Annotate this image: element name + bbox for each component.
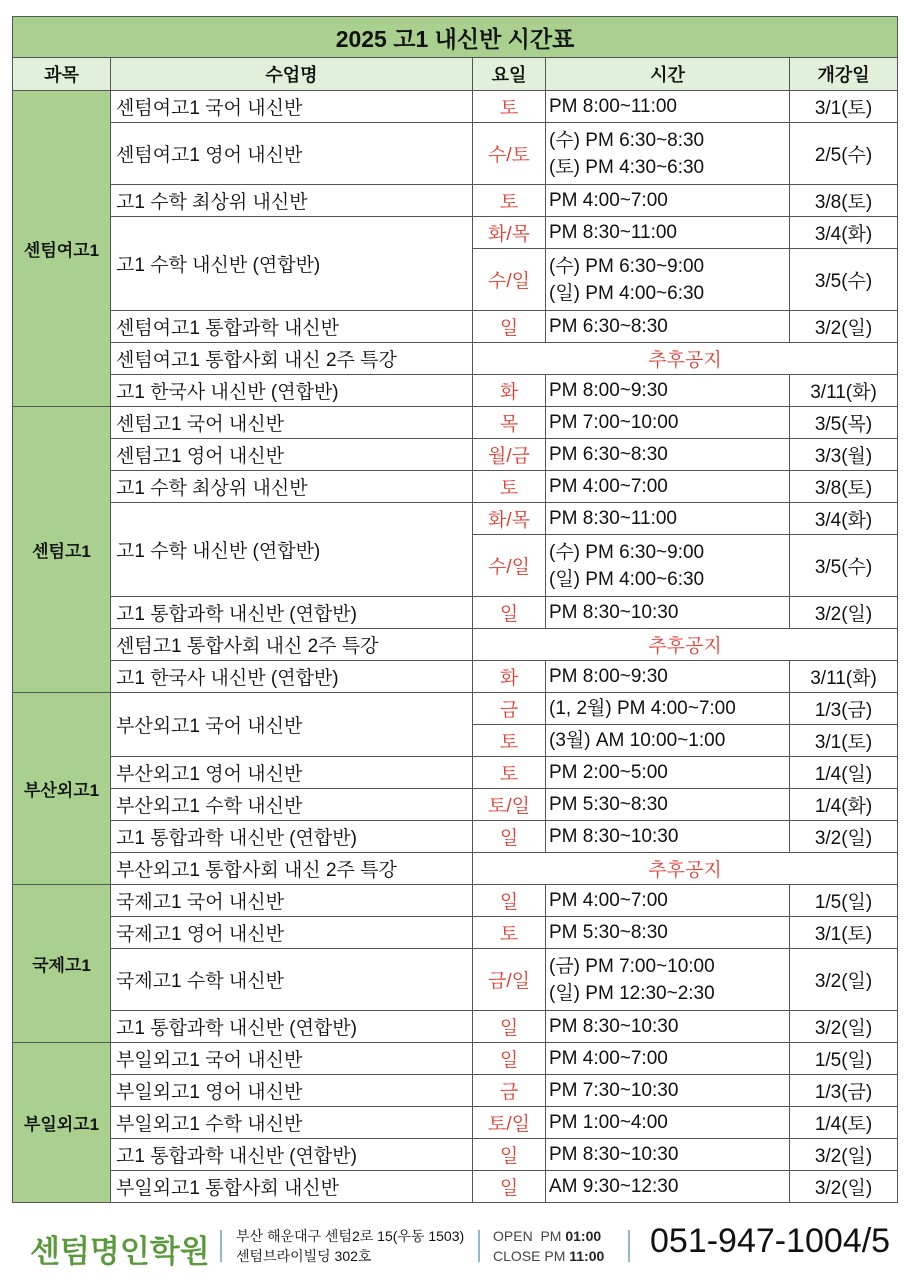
time-line: (일) PM 4:00~6:30 — [549, 282, 705, 304]
time-line: PM 4:00~7:00 — [549, 890, 668, 911]
class-time — [546, 789, 790, 821]
class-name: 국제고1 국어 내신반 — [111, 885, 473, 917]
time-line: (1, 2월) PM 4:00~7:00 — [549, 698, 736, 719]
divider — [628, 1230, 630, 1262]
time-line: (일) PM 12:30~2:30 — [549, 982, 715, 1004]
class-time — [546, 693, 790, 725]
class-day: 일 — [473, 885, 546, 917]
school-cell: 부산외고1 — [13, 693, 111, 885]
table-row — [13, 343, 898, 375]
table-row — [13, 311, 898, 343]
table-row — [13, 757, 898, 789]
class-name: 센텀고1 통합사회 내신 2주 특강 — [111, 629, 473, 661]
time-line: PM 2:00~5:00 — [549, 762, 668, 783]
time-line: PM 8:30~11:00 — [549, 222, 677, 243]
time-line: PM 8:00~11:00 — [549, 96, 677, 117]
class-time — [546, 725, 790, 757]
footer — [0, 1216, 905, 1276]
time-line: AM 9:30~12:30 — [549, 1176, 679, 1197]
class-name: 고1 통합과학 내신반 (연합반) — [111, 1139, 473, 1171]
class-day: 수/일 — [473, 249, 546, 311]
class-start-date: 3/4(화) — [790, 217, 898, 249]
header-start-date: 개강일 — [790, 58, 898, 91]
table-row — [13, 1171, 898, 1203]
time-line: (수) PM 6:30~9:00 — [549, 255, 705, 277]
class-time — [546, 661, 790, 693]
class-name: 고1 한국사 내신반 (연합반) — [111, 661, 473, 693]
table-row — [13, 375, 898, 407]
open-label: OPEN PM — [493, 1228, 562, 1244]
class-name: 부일외고1 통합사회 내신반 — [111, 1171, 473, 1203]
class-name: 고1 한국사 내신반 (연합반) — [111, 375, 473, 407]
class-name: 센텀여고1 통합과학 내신반 — [111, 311, 473, 343]
table-row — [13, 407, 898, 439]
header-day: 요일 — [473, 58, 546, 91]
class-start-date: 3/2(일) — [790, 949, 898, 1011]
class-day: 화/목 — [473, 217, 546, 249]
class-day: 토 — [473, 185, 546, 217]
class-time — [546, 1011, 790, 1043]
time-line: PM 8:30~11:00 — [549, 508, 677, 529]
notice-tbd: 추후공지 — [473, 853, 898, 885]
class-day: 금 — [473, 1075, 546, 1107]
table-row — [13, 821, 898, 853]
class-name: 부산외고1 통합사회 내신 2주 특강 — [111, 853, 473, 885]
class-time — [546, 471, 790, 503]
class-start-date: 3/4(화) — [790, 503, 898, 535]
table-row — [13, 1075, 898, 1107]
divider — [220, 1230, 222, 1262]
class-time — [546, 217, 790, 249]
class-day: 토 — [473, 917, 546, 949]
class-start-date: 3/5(목) — [790, 407, 898, 439]
class-day: 화 — [473, 661, 546, 693]
close-label: CLOSE PM — [493, 1248, 566, 1264]
class-name: 고1 수학 최상위 내신반 — [111, 185, 473, 217]
time-line: PM 8:30~10:30 — [549, 826, 679, 847]
table-row — [13, 1107, 898, 1139]
time-line: PM 5:30~8:30 — [549, 794, 668, 815]
page-title: 2025 고1 내신반 시간표 — [13, 17, 898, 58]
class-name: 센텀여고1 영어 내신반 — [111, 123, 473, 185]
class-name: 고1 수학 내신반 (연합반) — [111, 217, 473, 311]
open-time: 01:00 — [565, 1228, 602, 1244]
table-row — [13, 91, 898, 123]
class-time — [546, 597, 790, 629]
table-row — [13, 471, 898, 503]
class-day: 토/일 — [473, 789, 546, 821]
class-name: 고1 통합과학 내신반 (연합반) — [111, 821, 473, 853]
class-name: 부산외고1 영어 내신반 — [111, 757, 473, 789]
table-row — [13, 503, 898, 535]
class-day: 화 — [473, 375, 546, 407]
time-line: (3월) AM 10:00~1:00 — [549, 730, 726, 751]
time-line: PM 8:00~9:30 — [549, 666, 668, 687]
class-name: 부산외고1 국어 내신반 — [111, 693, 473, 757]
class-time — [546, 503, 790, 535]
class-day: 토 — [473, 471, 546, 503]
class-time — [546, 1171, 790, 1203]
time-line: PM 5:30~8:30 — [549, 922, 668, 943]
class-start-date: 3/11(화) — [790, 661, 898, 693]
class-start-date: 1/5(일) — [790, 1043, 898, 1075]
time-line: PM 7:00~10:00 — [549, 412, 679, 433]
table-row — [13, 949, 898, 1011]
class-day: 일 — [473, 821, 546, 853]
time-line: (토) PM 4:30~6:30 — [549, 156, 705, 178]
class-name: 국제고1 영어 내신반 — [111, 917, 473, 949]
time-line: PM 8:00~9:30 — [549, 380, 668, 401]
class-day: 토 — [473, 725, 546, 757]
table-row — [13, 917, 898, 949]
class-start-date: 1/5(일) — [790, 885, 898, 917]
class-time — [546, 1043, 790, 1075]
class-day: 일 — [473, 1011, 546, 1043]
address — [236, 1226, 464, 1266]
divider — [478, 1230, 480, 1262]
school-cell: 센텀여고1 — [13, 91, 111, 407]
time-line: (수) PM 6:30~8:30 — [549, 129, 705, 151]
class-day: 일 — [473, 1171, 546, 1203]
time-line: PM 6:30~8:30 — [549, 444, 668, 465]
class-name: 고1 수학 최상위 내신반 — [111, 471, 473, 503]
address-line: 부산 해운대구 센텀2로 15(우동 1503) — [236, 1228, 465, 1244]
class-day: 수/일 — [473, 535, 546, 597]
table-row — [13, 123, 898, 185]
phone-number: 051-947-1004/5 — [650, 1222, 891, 1260]
class-time — [546, 949, 790, 1011]
notice-tbd: 추후공지 — [473, 343, 898, 375]
class-time — [546, 91, 790, 123]
class-name: 센텀여고1 통합사회 내신 2주 특강 — [111, 343, 473, 375]
time-line: (수) PM 6:30~9:00 — [549, 541, 705, 563]
opening-hours — [493, 1226, 604, 1266]
class-time — [546, 917, 790, 949]
class-time — [546, 535, 790, 597]
class-time — [546, 885, 790, 917]
table-row — [13, 1139, 898, 1171]
header-time: 시간 — [546, 58, 790, 91]
table-row — [13, 217, 898, 249]
class-start-date: 3/1(토) — [790, 91, 898, 123]
time-line: PM 4:00~7:00 — [549, 1048, 668, 1069]
class-day: 금/일 — [473, 949, 546, 1011]
class-day: 일 — [473, 1139, 546, 1171]
school-cell: 국제고1 — [13, 885, 111, 1043]
class-name: 부일외고1 영어 내신반 — [111, 1075, 473, 1107]
table-row — [13, 439, 898, 471]
class-time — [546, 757, 790, 789]
class-name: 부일외고1 국어 내신반 — [111, 1043, 473, 1075]
close-time: 11:00 — [569, 1248, 605, 1264]
class-time — [546, 249, 790, 311]
class-start-date: 3/8(토) — [790, 471, 898, 503]
time-line: (금) PM 7:00~10:00 — [549, 955, 715, 977]
class-start-date: 3/11(화) — [790, 375, 898, 407]
table-row — [13, 853, 898, 885]
class-day: 목 — [473, 407, 546, 439]
class-time — [546, 123, 790, 185]
table-row — [13, 629, 898, 661]
class-start-date: 3/5(수) — [790, 535, 898, 597]
class-name: 고1 수학 내신반 (연합반) — [111, 503, 473, 597]
school-cell: 부일외고1 — [13, 1043, 111, 1203]
class-name: 센텀고1 영어 내신반 — [111, 439, 473, 471]
class-time — [546, 1075, 790, 1107]
time-line: PM 7:30~10:30 — [549, 1080, 679, 1101]
address-line: 센텀브라이빌딩 302호 — [236, 1248, 372, 1264]
time-line: PM 1:00~4:00 — [549, 1112, 668, 1133]
school-cell: 센텀고1 — [13, 407, 111, 693]
table-row — [13, 597, 898, 629]
class-name: 부일외고1 수학 내신반 — [111, 1107, 473, 1139]
class-name: 센텀여고1 국어 내신반 — [111, 91, 473, 123]
class-day: 수/토 — [473, 123, 546, 185]
academy-logo: 센텀명인학원 — [30, 1234, 210, 1269]
class-start-date: 3/2(일) — [790, 1171, 898, 1203]
class-start-date: 3/2(일) — [790, 1011, 898, 1043]
class-time — [546, 1107, 790, 1139]
class-day: 토 — [473, 91, 546, 123]
table-row — [13, 693, 898, 725]
table-row — [13, 1011, 898, 1043]
time-line: PM 4:00~7:00 — [549, 476, 668, 497]
class-start-date: 1/3(금) — [790, 693, 898, 725]
header-class-name: 수업명 — [111, 58, 473, 91]
class-start-date: 1/4(화) — [790, 789, 898, 821]
class-time — [546, 821, 790, 853]
class-time — [546, 185, 790, 217]
table-row — [13, 661, 898, 693]
class-day: 일 — [473, 311, 546, 343]
header-subject: 과목 — [13, 58, 111, 91]
class-name: 고1 통합과학 내신반 (연합반) — [111, 597, 473, 629]
class-name: 국제고1 수학 내신반 — [111, 949, 473, 1011]
class-start-date: 3/3(월) — [790, 439, 898, 471]
class-start-date: 3/1(토) — [790, 917, 898, 949]
class-start-date: 1/4(토) — [790, 1107, 898, 1139]
class-day: 일 — [473, 597, 546, 629]
timetable — [12, 16, 898, 1203]
time-line: PM 6:30~8:30 — [549, 316, 668, 337]
time-line: (일) PM 4:00~6:30 — [549, 568, 705, 590]
time-line: PM 8:30~10:30 — [549, 1144, 679, 1165]
class-start-date: 2/5(수) — [790, 123, 898, 185]
class-time — [546, 375, 790, 407]
class-start-date: 1/3(금) — [790, 1075, 898, 1107]
class-start-date: 3/2(일) — [790, 821, 898, 853]
class-day: 금 — [473, 693, 546, 725]
table-row — [13, 789, 898, 821]
class-start-date: 3/2(일) — [790, 311, 898, 343]
class-day: 월/금 — [473, 439, 546, 471]
class-day: 일 — [473, 1043, 546, 1075]
time-line: PM 8:30~10:30 — [549, 1016, 679, 1037]
class-name: 부산외고1 수학 내신반 — [111, 789, 473, 821]
time-line: PM 8:30~10:30 — [549, 602, 679, 623]
table-row — [13, 885, 898, 917]
class-time — [546, 407, 790, 439]
class-day: 토/일 — [473, 1107, 546, 1139]
class-time — [546, 439, 790, 471]
class-time — [546, 1139, 790, 1171]
class-start-date: 1/4(일) — [790, 757, 898, 789]
class-start-date: 3/8(토) — [790, 185, 898, 217]
class-start-date: 3/5(수) — [790, 249, 898, 311]
notice-tbd: 추후공지 — [473, 629, 898, 661]
class-start-date: 3/1(토) — [790, 725, 898, 757]
class-start-date: 3/2(일) — [790, 1139, 898, 1171]
class-time — [546, 311, 790, 343]
class-name: 고1 통합과학 내신반 (연합반) — [111, 1011, 473, 1043]
table-row — [13, 185, 898, 217]
time-line: PM 4:00~7:00 — [549, 190, 668, 211]
class-start-date: 3/2(일) — [790, 597, 898, 629]
class-name: 센텀고1 국어 내신반 — [111, 407, 473, 439]
class-day: 토 — [473, 757, 546, 789]
class-day: 화/목 — [473, 503, 546, 535]
table-row — [13, 1043, 898, 1075]
